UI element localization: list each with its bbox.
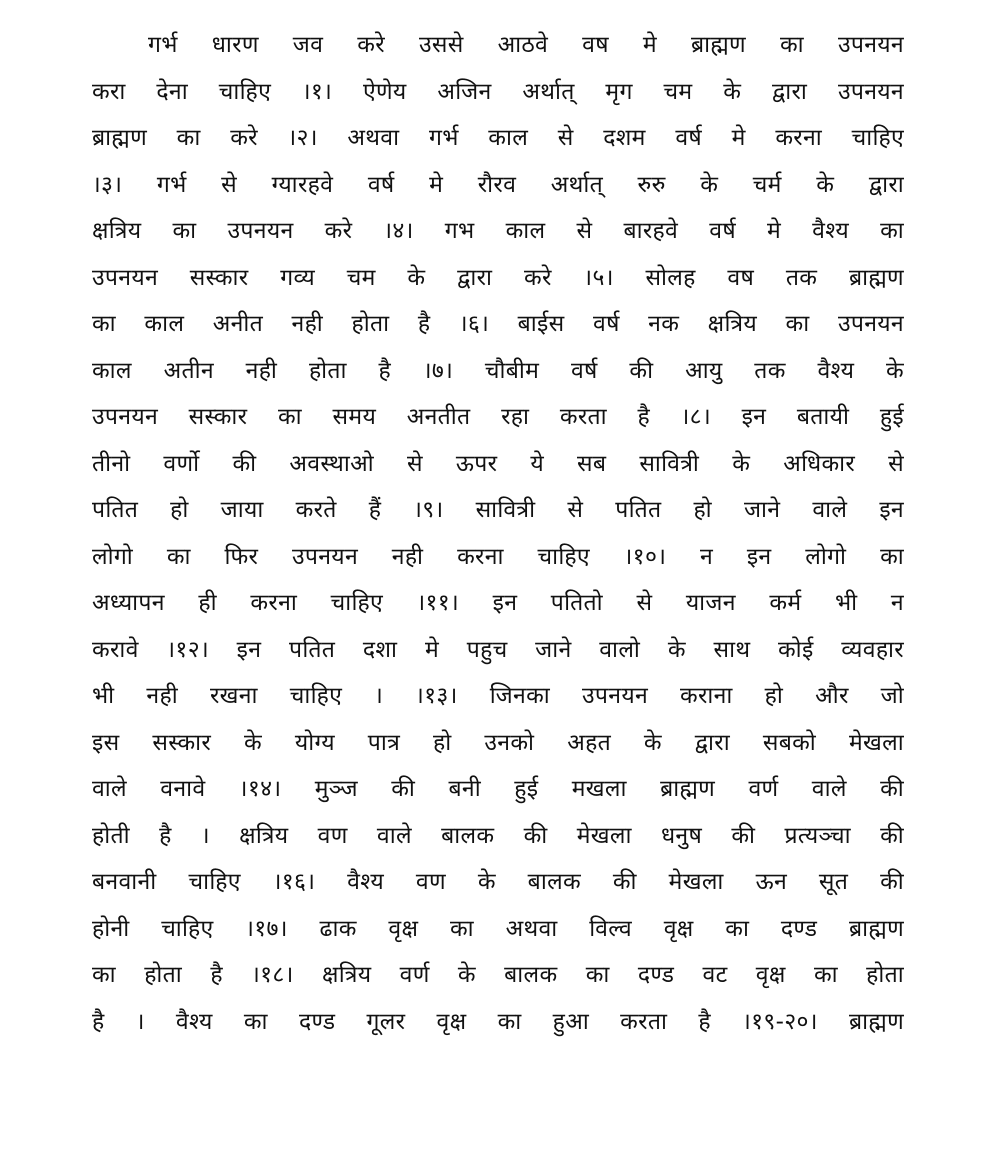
text-line-8: काल अतीन नही होता है ।७। चौबीम वर्ष की आयु तक वैश्य के bbox=[92, 357, 904, 384]
text-line-5: क्षत्रिय का उपनयन करे ।४। गभ काल से बारहवे वर्ष मे वैश्य का bbox=[92, 218, 904, 244]
text-line-3: ब्राह्मण का करे ।२। अथवा गर्भ काल से दशम वर्ष मे करना चाहिए bbox=[92, 125, 904, 151]
text-line-13: अध्यापन ही करना चाहिए ।११। इन पतितो से याजन कर्म भी न bbox=[92, 590, 904, 616]
document-page bbox=[92, 22, 904, 1045]
text-line-4: ।३। गर्भ से ग्यारहवे वर्ष मे रौरव अर्थात् रुरु के चर्म के द्वारा bbox=[92, 171, 904, 198]
text-line-11: पतित हो जाया करते हैं ।९। सावित्री से पतित हो जाने वाले इन bbox=[92, 497, 904, 523]
text-line-10: तीनो वर्णो की अवस्थाओ से ऊपर ये सब सावित्री के अधिकार से bbox=[92, 450, 904, 477]
text-line-6: उपनयन सस्कार गव्य चम के द्वारा करे ।५। सोलह वष तक ब्राह्मण bbox=[92, 264, 904, 291]
text-line-18: होती है । क्षत्रिय वण वाले बालक की मेखला धनुष की प्रत्यञ्चा की bbox=[92, 822, 904, 849]
text-line-19: बनवानी चाहिए ।१६। वैश्य वण के बालक की मेखला ऊन सूत की bbox=[92, 869, 904, 895]
text-line-21: का होता है ।१८। क्षत्रिय वर्ण के बालक का दण्ड वट वृक्ष का होता bbox=[92, 962, 904, 988]
text-line-12: लोगो का फिर उपनयन नही करना चाहिए ।१०। न इन लोगो का bbox=[92, 543, 904, 570]
text-line-22: है । वैश्य का दण्ड गूलर वृक्ष का हुआ करता है ।१९-२०। ब्राह्मण bbox=[92, 1008, 904, 1035]
text-line-7: का काल अनीत नही होता है ।६। बाईस वर्ष नक क्षत्रिय का उपनयन bbox=[92, 311, 904, 337]
text-line-16: इस सस्कार के योग्य पात्र हो उनको अहत के द्वारा सबको मेखला bbox=[92, 729, 904, 756]
text-line-20: होनी चाहिए ।१७। ढाक वृक्ष का अथवा विल्व वृक्ष का दण्ड ब्राह्मण bbox=[92, 915, 904, 942]
text-line-15: भी नही रखना चाहिए । ।१३। जिनका उपनयन कराना हो और जो bbox=[92, 683, 904, 709]
text-line-17: वाले वनावे ।१४। मुञ्ज की बनी हुई मखला ब्राह्मण वर्ण वाले की bbox=[92, 776, 904, 802]
text-line-1: गर्भ धारण जव करे उससे आठवे वष मे ब्राह्मण का उपनयन bbox=[148, 32, 904, 58]
text-line-2: करा देना चाहिए ।१। ऐणेय अजिन अर्थात् मृग चम के द्वारा उपनयन bbox=[92, 78, 904, 105]
text-line-14: करावे ।१२। इन पतित दशा मे पहुच जाने वालो के साथ कोई व्यवहार bbox=[92, 636, 904, 663]
text-line-9: उपनयन सस्कार का समय अनतीत रहा करता है ।८। इन बतायी हुई bbox=[92, 404, 904, 430]
